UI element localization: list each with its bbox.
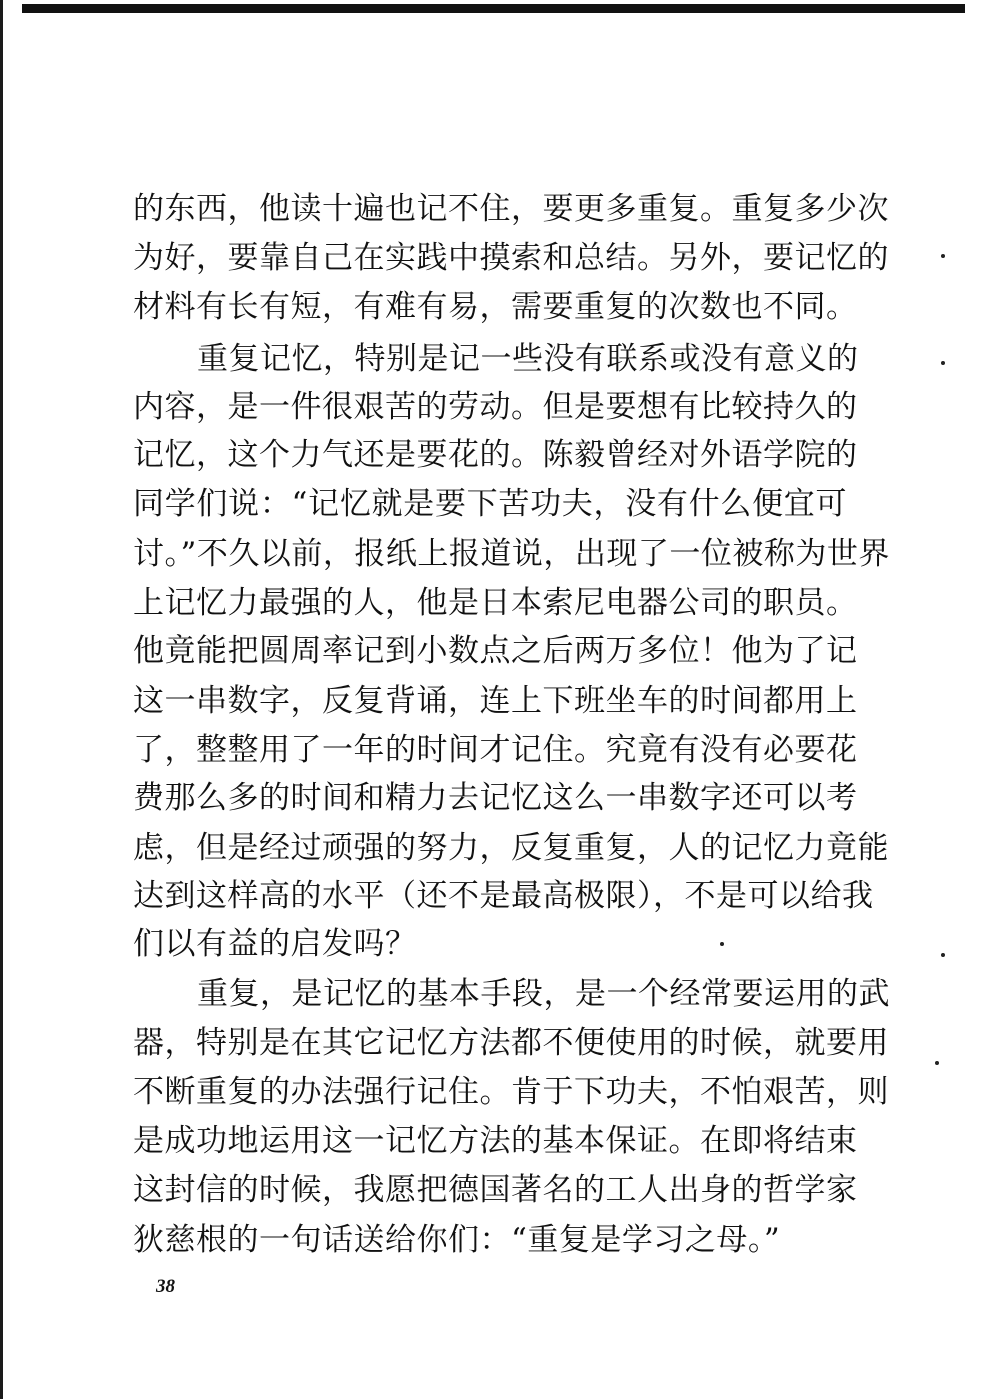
page-number: 38 bbox=[156, 1276, 175, 1297]
scan-speck bbox=[935, 1061, 939, 1065]
text-line: 这一串数字，反复背诵，连上下班坐车的时间都用上 bbox=[133, 683, 858, 719]
text-line: 为好，要靠自己在实践中摸索和总结。另外，要记忆的 bbox=[133, 240, 889, 276]
text-line: 们以有益的启发吗？ bbox=[133, 926, 417, 962]
text-line: 不断重复的办法强行记住。肯于下功夫，不怕艰苦，则 bbox=[133, 1074, 889, 1110]
text-line: 费那么多的时间和精力去记忆这么一串数字还可以考 bbox=[133, 780, 858, 816]
page-edge-shadow bbox=[0, 0, 3, 1399]
text-line: 这封信的时候，我愿把德国著名的工人出身的哲学家 bbox=[133, 1172, 858, 1208]
scan-speck bbox=[941, 254, 945, 258]
text-line: 是成功地运用这一记忆方法的基本保证。在即将结束 bbox=[133, 1123, 858, 1159]
scan-speck bbox=[941, 361, 945, 365]
text-line: 内容，是一件很艰苦的劳动。但是要想有比较持久的 bbox=[133, 389, 858, 425]
text-line: 了，整整用了一年的时间才记住。究竟有没有必要花 bbox=[133, 732, 858, 768]
top-rule bbox=[22, 4, 965, 13]
text-line: 重复，是记忆的基本手段，是一个经常要运用的武 bbox=[197, 976, 890, 1012]
text-line: 同学们说：“记忆就是要下苦功夫，没有什么便宜可 bbox=[133, 486, 847, 522]
scan-speck bbox=[941, 953, 945, 957]
text-line: 重复记忆，特别是记一些没有联系或没有意义的 bbox=[197, 341, 859, 377]
text-line: 器，特别是在其它记忆方法都不便使用的时候，就要用 bbox=[133, 1025, 889, 1061]
text-line: 虑，但是经过顽强的努力，反复重复，人的记忆力竟能 bbox=[133, 830, 889, 866]
text-line: 材料有长有短，有难有易，需要重复的次数也不同。 bbox=[133, 289, 858, 325]
text-line: 讨。”不久以前，报纸上报道说，出现了一位被称为世界 bbox=[133, 536, 890, 572]
text-line: 狄慈根的一句话送给你们：“重复是学习之母。” bbox=[133, 1222, 781, 1258]
scan-speck bbox=[720, 942, 724, 946]
text-line: 上记忆力最强的人，他是日本索尼电器公司的职员。 bbox=[133, 585, 858, 621]
text-line: 记忆，这个力气还是要花的。陈毅曾经对外语学院的 bbox=[133, 437, 858, 473]
text-line: 他竟能把圆周率记到小数点之后两万多位！他为了记 bbox=[133, 633, 858, 669]
text-line: 达到这样高的水平（还不是最高极限），不是可以给我 bbox=[133, 878, 874, 914]
text-line: 的东西，他读十遍也记不住，要更多重复。重复多少次 bbox=[133, 191, 889, 227]
